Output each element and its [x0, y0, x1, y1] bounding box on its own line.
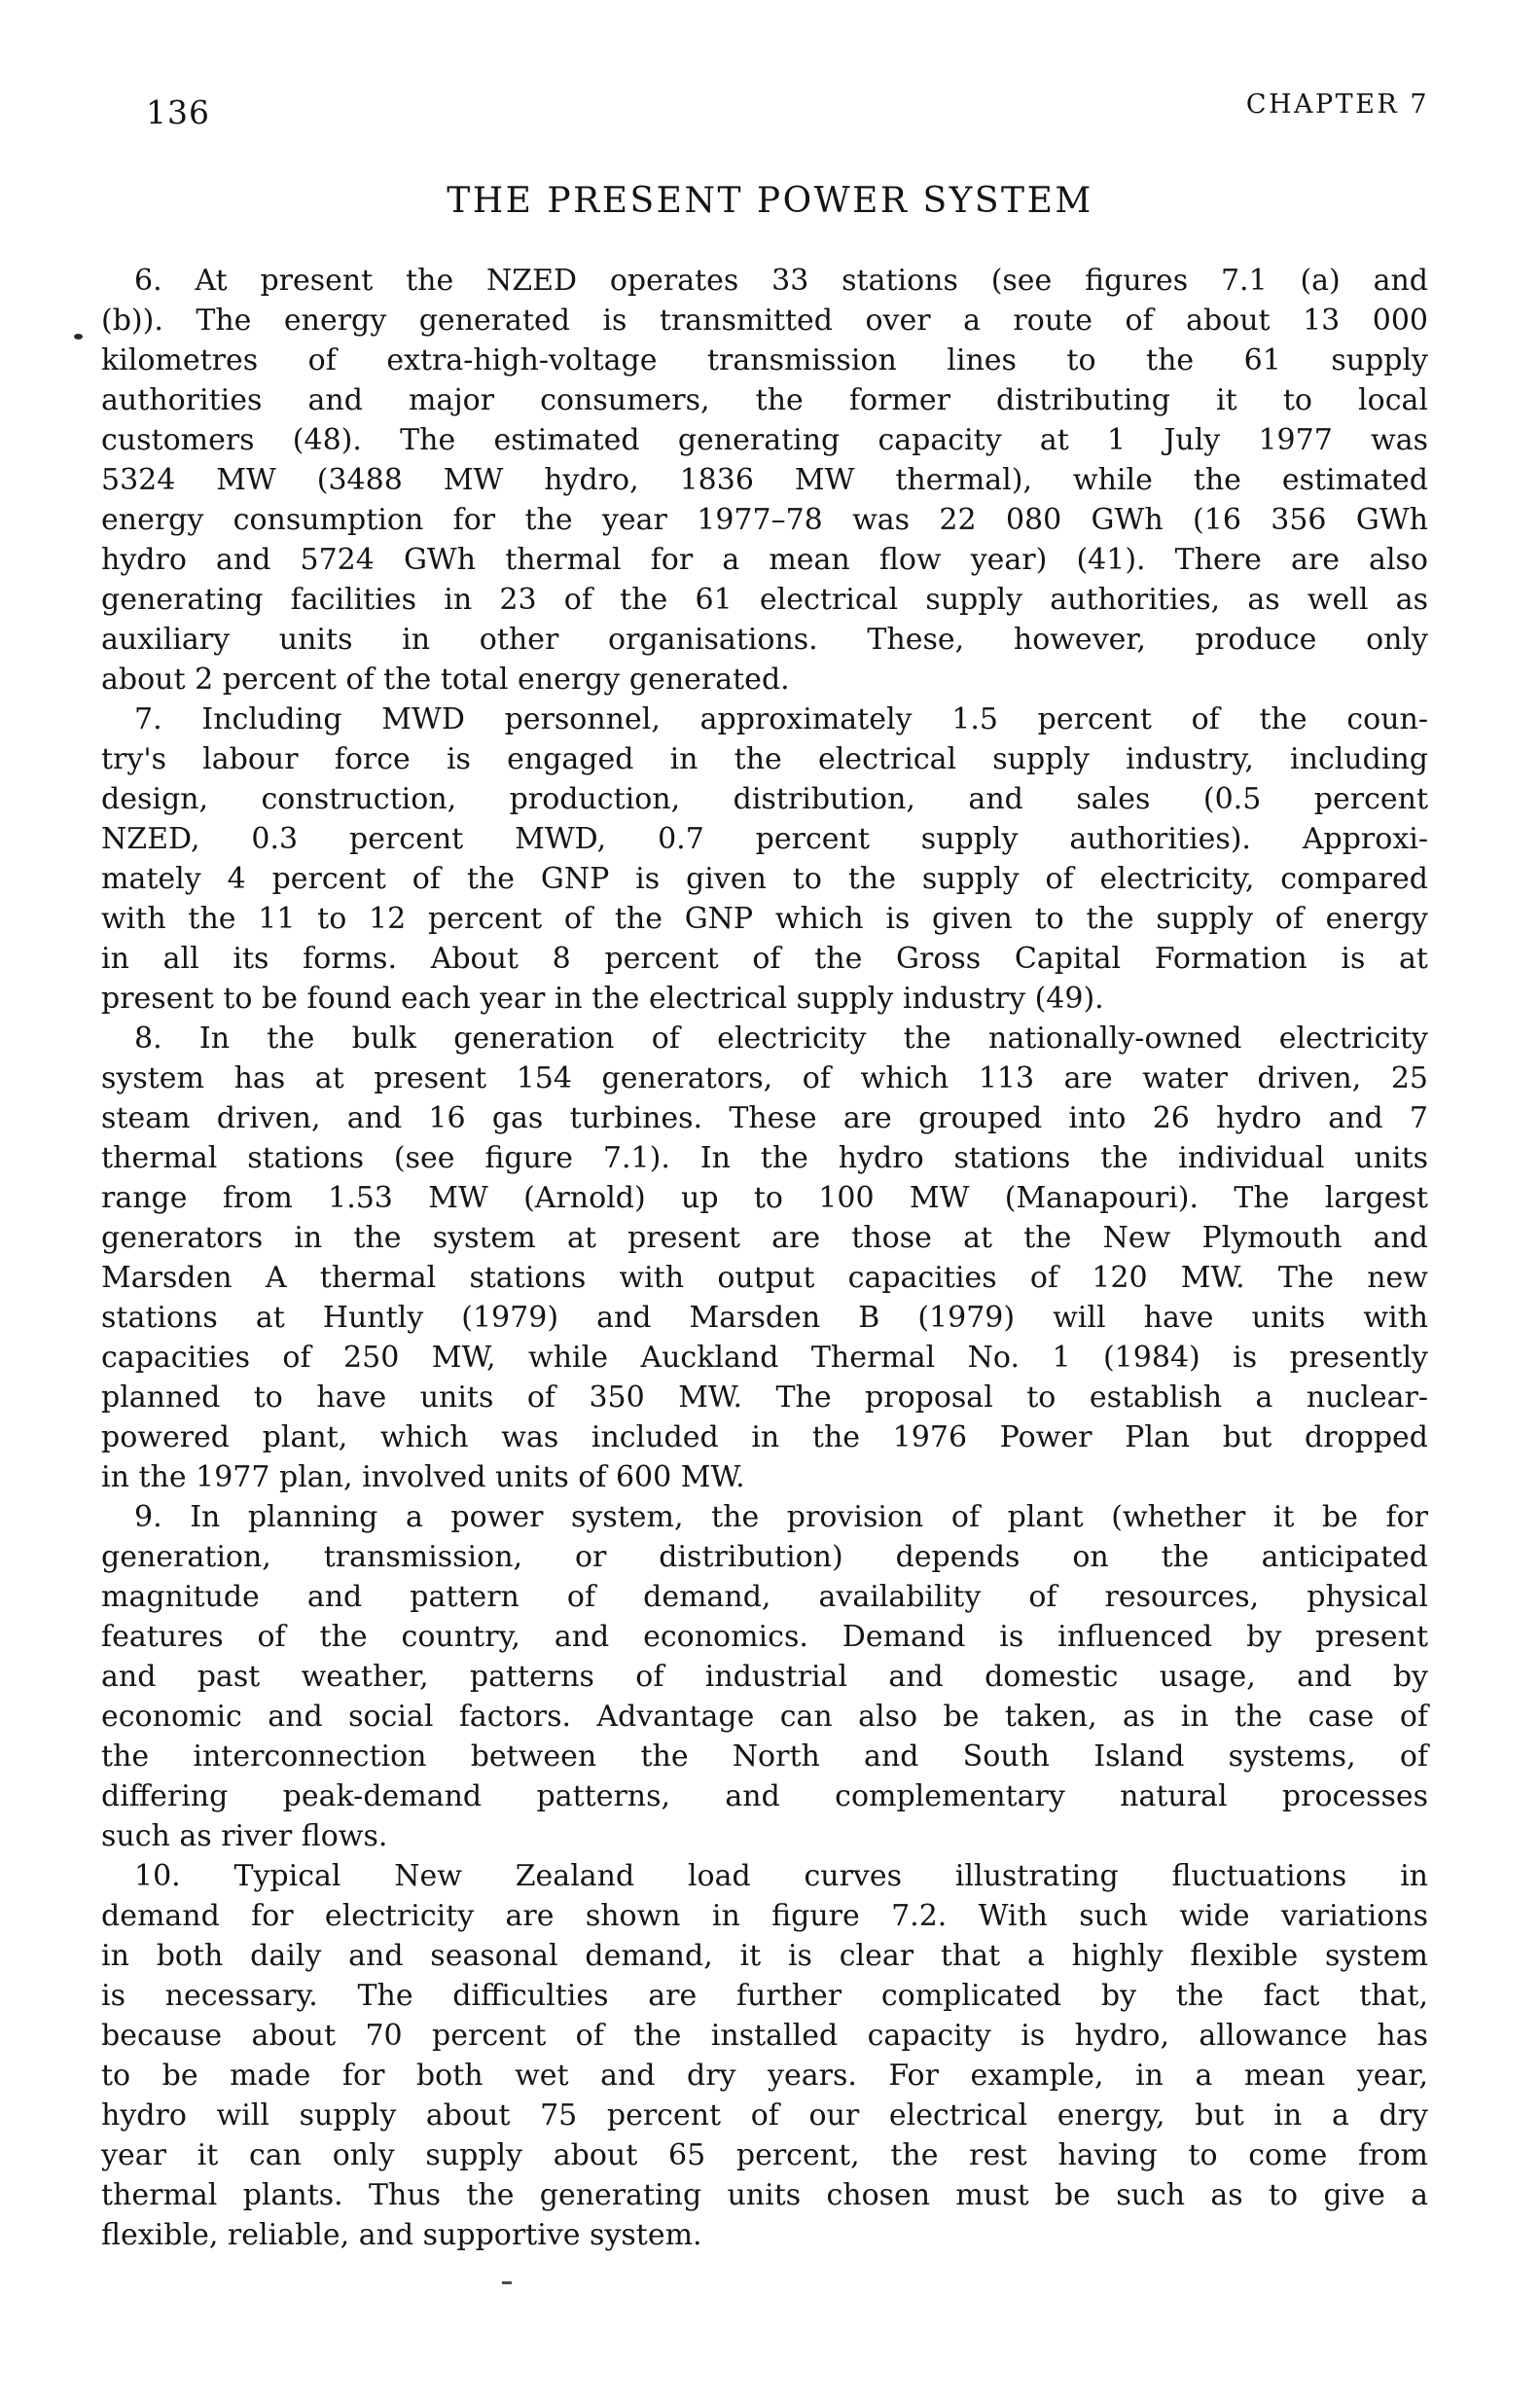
body-text [101, 261, 1428, 2255]
text-line: capacities of 250 MW, while Auckland Thermal No. 1 (1984) is presently [101, 1341, 1428, 1375]
text-line: generators in the system at present are those at the New Plymouth and [101, 1221, 1428, 1255]
page-title: THE PRESENT POWER SYSTEM [447, 181, 1093, 221]
text-line: thermal stations (see figure 7.1). In the hydro stations the individual units [101, 1141, 1428, 1175]
text-line: generating facilities in 23 of the 61 electrical supply authorities, as well as [101, 583, 1428, 617]
text-line: year it can only supply about 65 percent, the rest having to come from [101, 2138, 1428, 2172]
text-line: magnitude and pattern of demand, availability of resources, physical [101, 1580, 1428, 1614]
text-line: the interconnection between the North and South Island systems, of [101, 1739, 1428, 1774]
text-line: such as river flows. [101, 1819, 388, 1853]
text-line: powered plant, which was included in the 1976 Power Plan but dropped [101, 1420, 1428, 1454]
text-line: design, construction, production, distribution, and sales (0.5 percent [101, 782, 1428, 816]
text-line: auxiliary units in other organisations. These, however, produce only [101, 623, 1428, 657]
text-line: mately 4 percent of the GNP is given to the supply of electricity, compared [101, 862, 1428, 896]
text-line: in all its forms. About 8 percent of the Gross Capital Formation is at [101, 942, 1428, 976]
text-line: hydro and 5724 GWh thermal for a mean flow year) (41). There are also [101, 543, 1428, 577]
text-line: generation, transmission, or distribution) depends on the anticipated [101, 1540, 1428, 1574]
text-line: flexible, reliable, and supportive system. [101, 2218, 702, 2252]
text-line: steam driven, and 16 gas turbines. These are grouped into 26 hydro and 7 [101, 1101, 1428, 1135]
text-line: because about 70 percent of the installed capacity is hydro, allowance has [101, 2019, 1428, 2053]
text-line: in the 1977 plan, involved units of 600 MW. [101, 1460, 745, 1494]
text-line: 6. At present the NZED operates 33 stations (see figures 7.1 (a) and [134, 264, 1428, 298]
text-line: is necessary. The difficulties are further complicated by the fact that, [101, 1979, 1428, 2013]
text-line: in both daily and seasonal demand, it is clear that a highly flexible system [101, 1939, 1428, 1973]
text-line: stations at Huntly (1979) and Marsden B (1979) will have units with [101, 1301, 1428, 1335]
text-line: present to be found each year in the electrical supply industry (49). [101, 982, 1104, 1016]
text-line: 7. Including MWD personnel, approximately 1.5 percent of the coun- [134, 702, 1428, 736]
text-line: try's labour force is engaged in the electrical supply industry, including [101, 742, 1428, 776]
text-line: demand for electricity are shown in figure 7.2. With such wide variations [101, 1899, 1428, 1933]
text-line: authorities and major consumers, the former distributing it to local [101, 383, 1428, 417]
ink-speck [74, 334, 83, 340]
text-line: range from 1.53 MW (Arnold) up to 100 MW (Manapouri). The largest [101, 1181, 1428, 1215]
chapter-header: CHAPTER 7 [1245, 90, 1429, 120]
text-line: and past weather, patterns of industrial and domestic usage, and by [101, 1660, 1428, 1694]
text-line: (b)). The energy generated is transmitted over a route of about 13 000 [101, 304, 1428, 338]
text-line: system has at present 154 generators, of which 113 are water driven, 25 [101, 1061, 1428, 1095]
text-line: economic and social factors. Advantage can also be taken, as in the case of [101, 1700, 1428, 1734]
text-line: 10. Typical New Zealand load curves illustrating fluctuations in [134, 1859, 1428, 1893]
text-line: differing peak-demand patterns, and complementary natural processes [101, 1779, 1428, 1813]
text-line: kilometres of extra-high-voltage transmission lines to the 61 supply [101, 343, 1428, 377]
stray-dash-mark [502, 2281, 512, 2284]
text-line: to be made for both wet and dry years. For example, in a mean year, [101, 2059, 1428, 2093]
text-line: thermal plants. Thus the generating units chosen must be such as to give a [101, 2178, 1428, 2212]
text-line: hydro will supply about 75 percent of our electrical energy, but in a dry [101, 2098, 1428, 2133]
text-line: planned to have units of 350 MW. The proposal to establish a nuclear- [101, 1380, 1428, 1415]
text-line: about 2 percent of the total energy generated. [101, 663, 790, 697]
text-line: 9. In planning a power system, the provision of plant (whether it be for [134, 1500, 1428, 1534]
text-line: energy consumption for the year 1977–78 was 22 080 GWh (16 356 GWh [101, 503, 1428, 537]
text-line: 5324 MW (3488 MW hydro, 1836 MW thermal), while the estimated [101, 463, 1428, 497]
text-line: customers (48). The estimated generating capacity at 1 July 1977 was [101, 423, 1428, 457]
page-number: 136 [146, 93, 210, 131]
text-line: 8. In the bulk generation of electricity the nationally-owned electricity [134, 1022, 1428, 1056]
text-line: Marsden A thermal stations with output capacities of 120 MW. The new [101, 1261, 1428, 1295]
text-line: NZED, 0.3 percent MWD, 0.7 percent supply authorities). Approxi- [101, 822, 1428, 856]
text-line: features of the country, and economics. Demand is influenced by present [101, 1620, 1428, 1654]
text-line: with the 11 to 12 percent of the GNP which is given to the supply of energy [101, 902, 1428, 936]
